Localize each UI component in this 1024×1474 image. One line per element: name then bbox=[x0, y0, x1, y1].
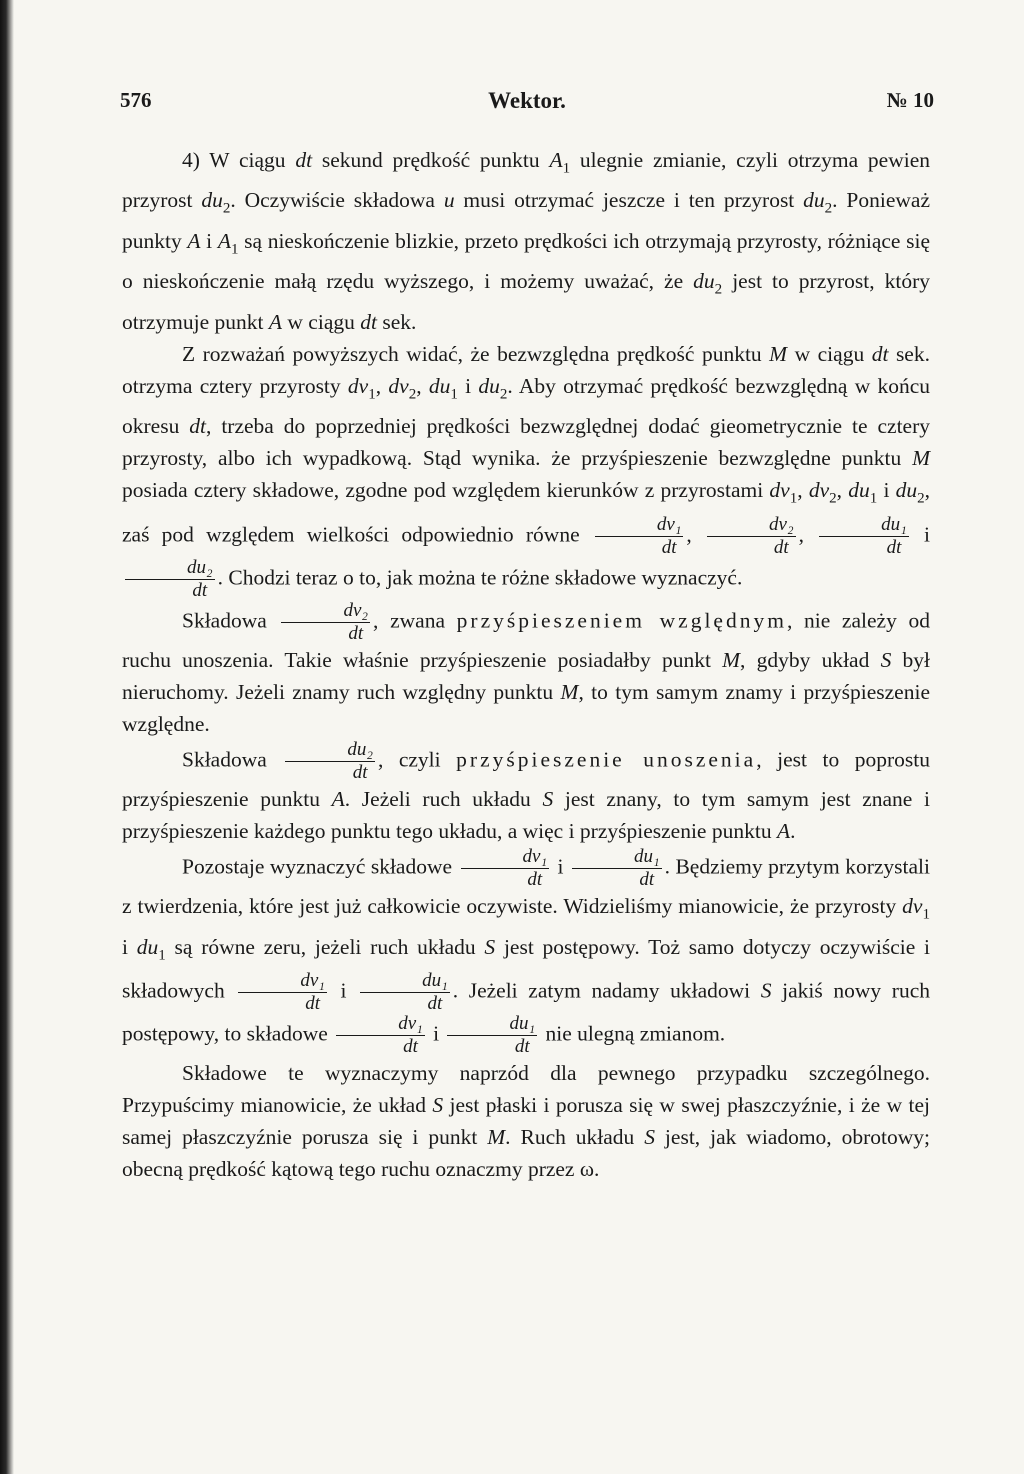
paragraph-1: 4) W ciągu dt sekund prędkość punktu $A_1$ ulegnie zmianie, czyli otrzyma pewien przyrost $du_2$. Oczywiście składowa u musi otrzymać jeszcze i ten przyrost $du_2$. Ponieważ punkty A i $A_1$ są nieskończenie blizkie, przeto prędkości ich otrzymają przyrosty, różniące się o nieskończenie małą rzędu wyższego, i możemy uważać, że $du_2$ jest to przyrost, który otrzymuje punkt A w ciągu dt sek. bbox=[122, 148, 931, 334]
fraction: $\frac{\text{du₂}}{dt}$ bbox=[285, 740, 375, 783]
fraction: $\frac{\text{dv₁}}{dt}$ bbox=[461, 847, 550, 890]
fraction: $\frac{\text{du₁}}{dt}$ bbox=[447, 1014, 537, 1057]
paragraph-2: Z rozważań powyższych widać, że bezwzględna prędkość punktu M w ciągu dt sek. otrzyma cztery przyrosty $dv_1$, $dv_2$, $du_1$ i $du_2$. Aby otrzymać prędkość bezwzględną w końcu okresu dt, trzeba do poprzedniej prędkości bezwzględnej dodać gieometrycznie te cztery przyrosty, albo ich wypadkową. Stąd wynika. że przyśpieszenie bezwzględne punktu M posiada cztery składowe, zgodne pod względem kierunków z przyrostami $dv_1$, $dv_2$, $du_1$ i $du_2$, zaś pod względem wielkości odpowiednio równe $\frac{\text{dv₁}}{dt}$ , $\frac{\text{dv₂}}{dt}$ , $\frac{\text{du₁}}{dt}$ i $\frac{\text{du₂}}{dt}$ . Chodzi teraz o to, jak można te różne składowe wyznaczyć. bbox=[122, 341, 931, 601]
paragraph-4: Składowa $\frac{\text{du₂}}{dt}$ , czyli przyśpieszenie unoszenia, jest to poprostu przyśpieszenie punktu A. Jeżeli ruch układu S jest znany, to tym samym jest znane i przyśpieszenie każdego punktu tego układu, a więc i przyśpieszenie punktu A. bbox=[122, 739, 930, 844]
fraction: $\frac{\text{dv₂}}{dt}$ bbox=[707, 515, 796, 558]
fraction: $\frac{\text{du₁}}{dt}$ bbox=[572, 847, 662, 890]
paragraph-5: Pozostaje wyznaczyć składowe $\frac{\text{dv₁}}{dt}$ i $\frac{\text{du₁}}{dt}$ . Będziemy przytym korzystali z twierdzenia, które jest już całkowicie oczywiste. Widzieliśmy mianowicie, że przyrosty $dv_1$ i $du_1$ są równe zeru, jeżeli ruch układu S jest postępowy. Toż samo dotyczy oczywiście i składowych $\frac{\text{dv₁}}{dt}$ i $\frac{\text{du₁}}{dt}$ . Jeżeli zatym nadamy układowi S jakiś nowy ruch postępowy, to składowe $\frac{\text{dv₁}}{dt}$ i $\frac{\text{du₁}}{dt}$ nie ulegną zmianom. bbox=[122, 846, 930, 1057]
paragraph-6: Składowe te wyznaczymy naprzód dla pewnego przypadku szczególnego. Przypuścimy mianowicie, że układ S jest płaski i porusza się w swej płaszczyźnie, i że w tej samej płaszczyźnie porusza się i punkt M. Ruch układu S jest, jak wiadomo, obrotowy; obecną prędkość kątową tego ruchu oznaczmy przez ω. bbox=[122, 1060, 930, 1182]
omega-symbol: ω bbox=[579, 1157, 595, 1182]
paragraph-3: Składowa $\frac{\text{dv₂}}{dt}$ , zwana przyśpieszeniem względnym, nie zależy od ruchu unoszenia. Takie właśnie przyśpieszenie posiadałby punkt M, gdyby układ S był nieruchomy. Jeżeli znamy ruch względny punktu M, to tym samym znamy i przyśpieszenie względne. bbox=[122, 599, 931, 736]
body-text bbox=[122, 144, 930, 1185]
spaced-term: przyśpieszenie unoszenia bbox=[456, 747, 757, 772]
spaced-term: przyśpieszeniem względnym bbox=[456, 608, 787, 633]
page-edge-shadow bbox=[0, 0, 14, 1474]
fraction: $\frac{\text{dv₁}}{dt}$ bbox=[595, 515, 684, 558]
fraction: $\frac{\text{du₂}}{dt}$ bbox=[125, 558, 215, 601]
fraction: $\frac{\text{dv₂}}{dt}$ bbox=[281, 601, 370, 644]
fraction: $\frac{\text{dv₁}}{dt}$ bbox=[336, 1014, 425, 1057]
issue-number: № 10 bbox=[886, 88, 934, 112]
fraction: $\frac{\text{du₁}}{dt}$ bbox=[360, 971, 450, 1014]
journal-title: Wektor. bbox=[488, 88, 566, 113]
fraction: $\frac{\text{dv₁}}{dt}$ bbox=[238, 971, 327, 1014]
fraction: $\frac{\text{du₁}}{dt}$ bbox=[819, 515, 909, 558]
running-header bbox=[120, 88, 934, 118]
page-number: 576 bbox=[120, 88, 152, 112]
